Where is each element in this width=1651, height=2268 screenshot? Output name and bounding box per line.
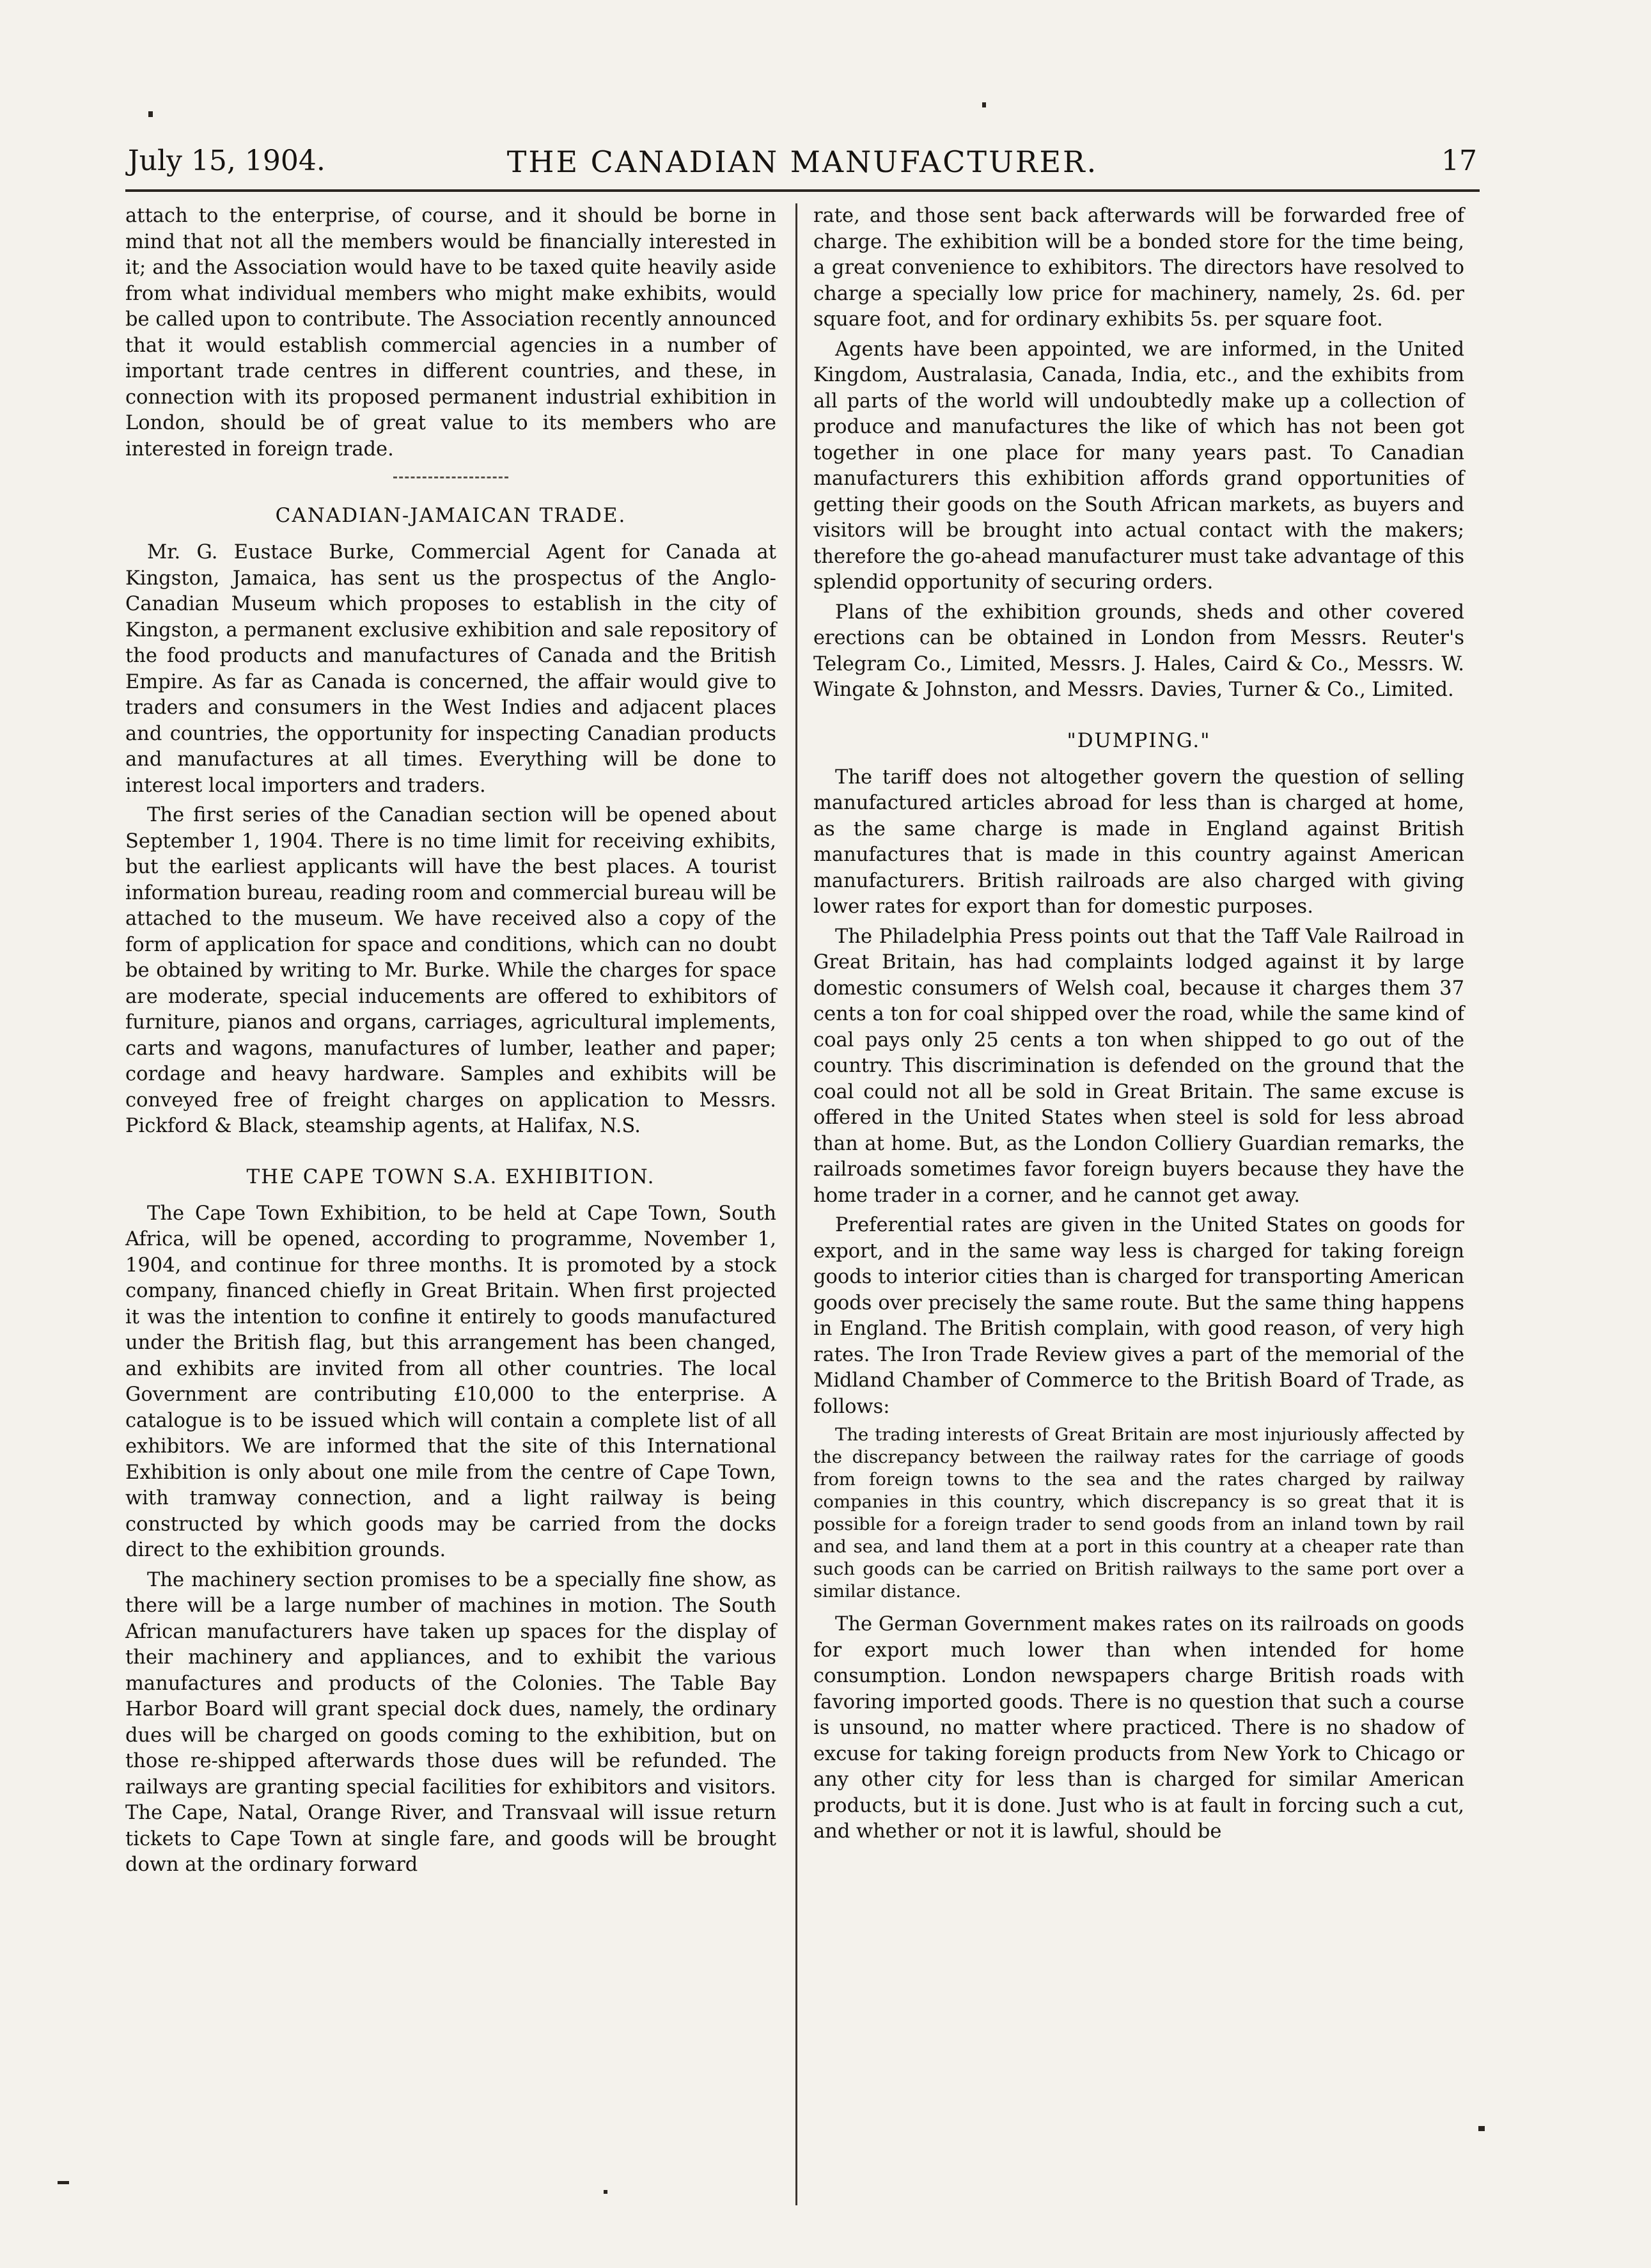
paragraph: Mr. G. Eustace Burke, Commercial Agent for Canada at Kingston, Jamaica, has sent us the prospectus of the Anglo-Canadian Museum which proposes to establish in the city of Kingston, a permanent exclusive exhibition and sale repository of the food products and manufactures of Canada and the British Empire. As far as Canada is concerned, the affair would give to traders and consumers in the West Indies and adjacent places and countries, the opportunity for inspecting Canadian products and manufactures at all times. Everything will be done to interest local importers and traders. (125, 541, 776, 797)
page-number: 17 (1441, 145, 1477, 177)
issue-date: July 15, 1904. (128, 145, 325, 177)
speck-top-right (982, 102, 986, 107)
speck-bottom-left (58, 2181, 69, 2184)
continued-paragraph: attach to the enterprise, of course, and it should be borne in mind that not all the members would be financially interested in it; and the Association would have to be taxed quite heavily aside from what individual members who might make exhibits, would be called upon to contribute. The Association recently announced that it would establish commercial agencies in a number of important trade centres in different countries, and these, in connection with its proposed permanent industrial exhibition in London, should be of great value to its members who are interested in foreign trade. (125, 205, 776, 461)
paragraph: Agents have been appointed, we are informed, in the United Kingdom, Australasia, Canada, India, etc., and the exhibits from all parts of the world will undoubtedly make up a collection of produce and manufactures the like of which has not been got together in one place for many years past. To Canadian manufacturers this exhibition affords grand opportunities of getting their goods on the South African markets, as buyers and visitors will be brought into actual contact with the makers; therefore the go-ahead manufacturer must take advantage of this splendid opportunity of securing orders. (813, 338, 1464, 594)
section-heading-dumping: "DUMPING." (1067, 728, 1211, 752)
speck-top (148, 111, 153, 117)
block-quote (813, 1424, 1464, 1603)
header-rule (125, 189, 1480, 192)
paragraph: The Philadelphia Press points out that the Taff Vale Railroad in Great Britain, has had complaints lodged against it by large domestic consumers of Welsh coal, because it charges them 37 cents a ton for coal shipped over the road, while the same kind of coal pays only 25 cents a ton when shipped to go out of the country. This discrimination is defended on the ground that the coal could not all be sold in Great Britain. The same excuse is offered in the United States when steel is sold for less abroad than at home. But, as the London Colliery Guardian remarks, the railroads sometimes favor foreign buyers because they have the home trader in a corner, and he cannot get away. (813, 925, 1464, 1207)
paragraph: The Cape Town Exhibition, to be held at Cape Town, South Africa, will be opened, according to programme, November 1, 1904, and continue for three months. It is promoted by a stock company, financed chiefly in Great Britain. When first projected it was the intention to confine it entirely to goods manufactured under the British flag, but this arrangement has been changed, and exhibits are invited from all other countries. The local Government are contributing £10,000 to the enterprise. A catalogue is to be issued which will contain a complete list of all exhibitors. We are informed that the site of this International Exhibition is only about one mile from the centre of Cape Town, with tramway connection, and a light railway is being constructed by which goods may be carried from the docks direct to the exhibition grounds. (125, 1202, 776, 1561)
right-column (813, 203, 1464, 1849)
paragraph: The machinery section promises to be a specially fine show, as there will be a large number of machines in motion. The South African manufacturers have taken up spaces for the display of their machinery and appliances, and to exhibit the various manufactures and products of the Colonies. The Table Bay Harbor Board will grant special dock dues, namely, the ordinary dues will be charged on goods coming to the exhibition, but on those re-shipped afterwards those dues will be refunded. The railways are granting special facilities for exhibitors and visitors. The Cape, Natal, Orange River, and Transvaal will issue return tickets to Cape Town at single fare, and goods will be brought down at the ordinary forward (125, 1568, 776, 1876)
column-divider (795, 203, 797, 2205)
paragraph: The first series of the Canadian section will be opened about September 1, 1904. There is no time limit for receiving exhibits, but the earliest applicants will have the best places. A tourist information bureau, reading room and commercial bureau will be attached to the museum. We have received also a copy of the form of application for space and conditions, which can no doubt be obtained by writing to Mr. Burke. While the charges for space are moderate, special inducements are offered to exhibitors of furniture, pianos and organs, carriages, agricultural implements, carts and wagons, manufactures of lumber, leather and paper; cordage and heavy hardware. Samples and exhibits will be conveyed free of freight charges on application to Messrs. Pickford & Black, steamship agents, at Halifax, N.S. (125, 804, 776, 1137)
speck-bottom-center (604, 2190, 607, 2194)
continued-paragraph: rate, and those sent back afterwards will be forwarded free of charge. The exhibition will be a bonded store for the time being, a great convenience to exhibitors. The directors have resolved to charge a specially low price for machinery, namely, 2s. 6d. per square foot, and for ordinary exhibits 5s. per square foot. (813, 205, 1464, 331)
paragraph: Preferential rates are given in the United States on goods for export, and in the same way less is charged for taking foreign goods to interior cities than is charged for transporting American goods over precisely the same route. But the same thing happens in England. The British complain, with good reason, of very high rates. The Iron Trade Review gives a part of the memorial of the Midland Chamber of Commerce to the British Board of Trade, as follows: (813, 1214, 1464, 1418)
page-header (128, 145, 1477, 196)
left-column (125, 203, 776, 1882)
paragraph: The tariff does not altogether govern the question of selling manufactured articles abroad for less than is charged at home, as the same charge is made in England against British manufactures that is made in this country against American manufacturers. British railroads are also charged with giving lower rates for export than for domestic purposes. (813, 766, 1464, 918)
section-separator (393, 476, 508, 478)
publication-title: THE CANADIAN MANUFACTURER. (506, 145, 1099, 179)
quote-text: The trading interests of Great Britain are most injuriously affected by the discrepancy between the railway rates for the carriage of goods from foreign towns to the sea and the rates charged by railway companies in this country, which discrepancy is so great that it is possible for a foreign trader to send goods from an inland town by rail and sea, and land them at a port in this country at a cheaper rate than such goods can be carried on British railways to the same port over a similar distance. (813, 1424, 1464, 1602)
speck-bottom-right (1478, 2126, 1485, 2131)
paragraph: The German Government makes rates on its railroads on goods for export much lower than when intended for home consumption. London newspapers charge British roads with favoring imported goods. There is no question that such a course is unsound, no matter where practiced. There is no shadow of excuse for taking foreign products from New York to Chicago or any other city for less than is charged for similar American products, but it is done. Just who is at fault in forcing such a cut, and whether or not it is lawful, should be (813, 1613, 1464, 1843)
paragraph: Plans of the exhibition grounds, sheds and other covered erections can be obtained in London from Messrs. Reuter's Telegram Co., Limited, Messrs. J. Hales, Caird & Co., Messrs. W. Wingate & Johnston, and Messrs. Davies, Turner & Co., Limited. (813, 601, 1464, 701)
section-heading-canadian-jamaican-trade: CANADIAN-JAMAICAN TRADE. (275, 504, 627, 527)
section-heading-cape-town-exhibition: THE CAPE TOWN S.A. EXHIBITION. (246, 1165, 655, 1188)
